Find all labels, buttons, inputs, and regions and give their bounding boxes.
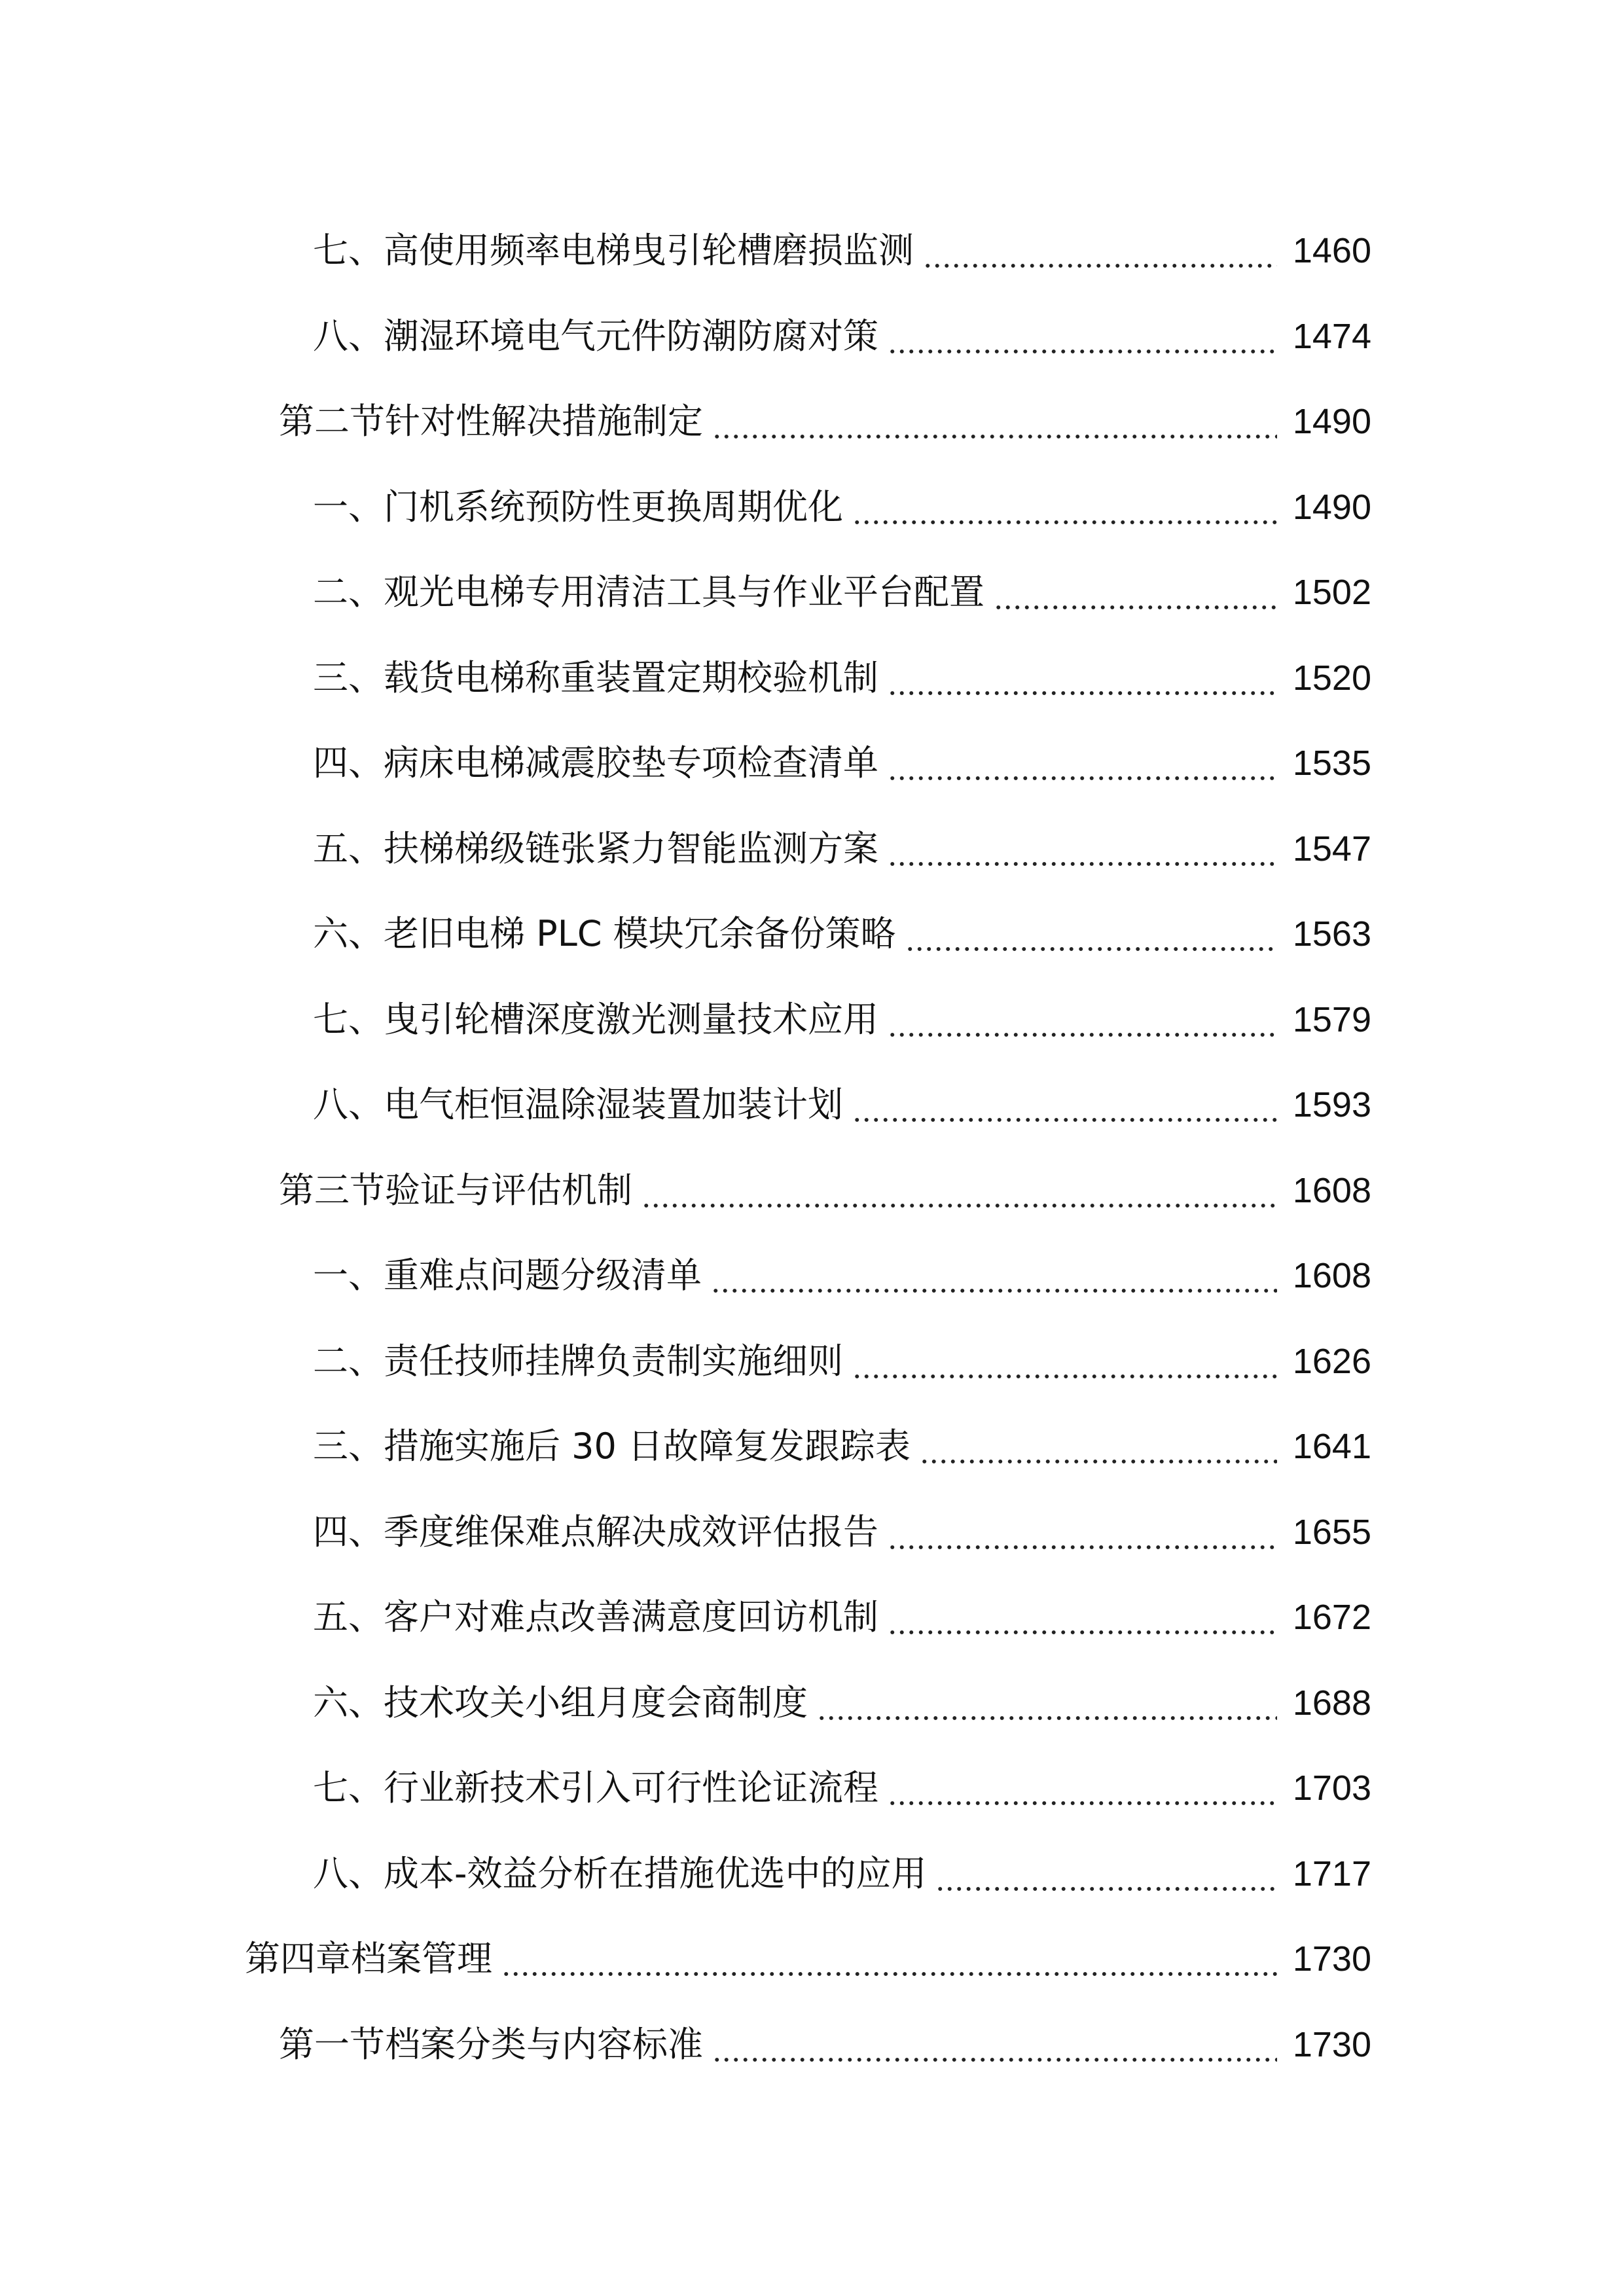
toc-entry-page: 1520 <box>1292 658 1371 698</box>
dot-leader <box>905 916 1277 952</box>
toc-entry-title: 七、高使用频率电梯曳引轮槽磨损监测 <box>313 230 914 272</box>
toc-entry-title: 五、客户对难点改善满意度回访机制 <box>313 1596 878 1638</box>
toc-entry-page: 1490 <box>1292 487 1371 527</box>
toc-entry-page: 1703 <box>1292 1768 1371 1808</box>
toc-entry-title: 四、季度维保难点解决成效评估报告 <box>313 1511 878 1552</box>
dot-leader <box>852 1087 1277 1122</box>
dot-leader <box>994 575 1277 610</box>
dot-leader <box>920 1429 1277 1464</box>
toc-entry-title: 八、潮湿环境电气元件防潮防腐对策 <box>313 315 878 357</box>
toc-entry[interactable] <box>0 1490 1624 1575</box>
toc-entry[interactable] <box>0 1319 1624 1405</box>
toc-entry-title: 一、门机系统预防性更换周期优化 <box>313 486 843 528</box>
dot-leader <box>888 745 1277 781</box>
dot-leader <box>501 1941 1277 1977</box>
toc-entry-title: 第二节针对性解决措施制定 <box>279 401 703 442</box>
toc-entry-page: 1460 <box>1292 231 1371 271</box>
toc-entry-title: 八、成本-效益分析在措施优选中的应用 <box>313 1852 927 1894</box>
dot-leader <box>817 1685 1277 1721</box>
toc-entry-page: 1717 <box>1292 1854 1371 1893</box>
toc-entry-page: 1688 <box>1292 1683 1371 1723</box>
toc-entry[interactable] <box>0 721 1624 806</box>
toc-entry-page: 1608 <box>1292 1256 1371 1296</box>
toc-entry-page: 1563 <box>1292 914 1371 954</box>
dot-leader <box>852 490 1277 525</box>
toc-entry[interactable] <box>0 1404 1624 1490</box>
toc-entry-title: 七、行业新技术引入可行性论证流程 <box>313 1767 878 1809</box>
toc-entry-title: 第三节验证与评估机制 <box>279 1169 632 1211</box>
toc-entry[interactable] <box>0 1575 1624 1660</box>
dot-leader <box>888 1515 1277 1550</box>
dot-leader <box>641 1173 1277 1208</box>
toc-chapter-entry[interactable] <box>0 1916 1624 2002</box>
dot-leader <box>888 831 1277 867</box>
toc-entry[interactable] <box>0 1660 1624 1746</box>
toc-entry-page: 1655 <box>1292 1512 1371 1552</box>
toc-entry[interactable] <box>0 294 1624 380</box>
toc-entry-page: 1535 <box>1292 744 1371 783</box>
toc-entry-title: 四、病床电梯减震胶垫专项检查清单 <box>313 742 878 784</box>
toc-entry[interactable] <box>0 1062 1624 1148</box>
dot-leader <box>935 1856 1277 1892</box>
toc-entry-page: 1474 <box>1292 316 1371 356</box>
toc-entry-title: 五、扶梯梯级链张紧力智能监测方案 <box>313 827 878 869</box>
dot-leader <box>888 660 1277 696</box>
dot-leader <box>711 1258 1277 1293</box>
dot-leader <box>888 319 1277 354</box>
toc-entry-title: 一、重难点问题分级清单 <box>313 1255 702 1297</box>
toc-entry-page: 1608 <box>1292 1170 1371 1210</box>
toc-entry[interactable] <box>0 1831 1624 1917</box>
toc-entry-title: 第一节档案分类与内容标准 <box>279 2023 703 2065</box>
dot-leader <box>888 1002 1277 1037</box>
toc-entry[interactable] <box>0 550 1624 636</box>
toc-entry-page: 1547 <box>1292 829 1371 869</box>
dot-leader <box>852 1344 1277 1379</box>
toc-entry-page: 1490 <box>1292 402 1371 442</box>
toc-entry-page: 1672 <box>1292 1598 1371 1638</box>
toc-entry[interactable] <box>0 891 1624 977</box>
toc-section-entry[interactable] <box>0 2002 1624 2088</box>
toc-entry-title: 二、责任技师挂牌负责制实施细则 <box>313 1340 843 1382</box>
dot-leader <box>923 233 1277 268</box>
toc-entry-page: 1593 <box>1292 1085 1371 1125</box>
toc-entry-title: 三、载货电梯称重装置定期校验机制 <box>313 656 878 698</box>
toc-entry-title: 七、曳引轮槽深度激光测量技术应用 <box>313 998 878 1040</box>
toc-section-entry[interactable] <box>0 1148 1624 1234</box>
dot-leader <box>888 1770 1277 1806</box>
toc-entry[interactable] <box>0 977 1624 1063</box>
toc-entry-title: 六、老旧电梯 PLC 模块冗余备份策略 <box>313 913 896 955</box>
dot-leader <box>712 404 1277 439</box>
toc-entry[interactable] <box>0 806 1624 892</box>
toc-entry[interactable] <box>0 636 1624 721</box>
toc-entry-page: 1579 <box>1292 999 1371 1039</box>
table-of-contents <box>0 208 1624 2087</box>
toc-entry-title: 六、技术攻关小组月度会商制度 <box>313 1681 808 1723</box>
dot-leader <box>712 2027 1277 2062</box>
toc-entry-title: 第四章档案管理 <box>245 1938 492 1980</box>
toc-section-entry[interactable] <box>0 379 1624 465</box>
toc-entry[interactable] <box>0 208 1624 294</box>
toc-entry-title: 三、措施实施后 30 日故障复发跟踪表 <box>313 1426 911 1467</box>
toc-entry-page: 1626 <box>1292 1341 1371 1381</box>
dot-leader <box>888 1600 1277 1635</box>
toc-entry-page: 1730 <box>1292 2024 1371 2064</box>
toc-entry[interactable] <box>0 1233 1624 1319</box>
toc-entry-title: 八、电气柜恒温除湿装置加装计划 <box>313 1084 843 1126</box>
toc-entry-page: 1502 <box>1292 573 1371 613</box>
toc-entry[interactable] <box>0 465 1624 550</box>
toc-entry-title: 二、观光电梯专用清洁工具与作业平台配置 <box>313 571 984 613</box>
toc-entry-page: 1641 <box>1292 1427 1371 1467</box>
toc-entry-page: 1730 <box>1292 1939 1371 1979</box>
toc-entry[interactable] <box>0 1746 1624 1831</box>
